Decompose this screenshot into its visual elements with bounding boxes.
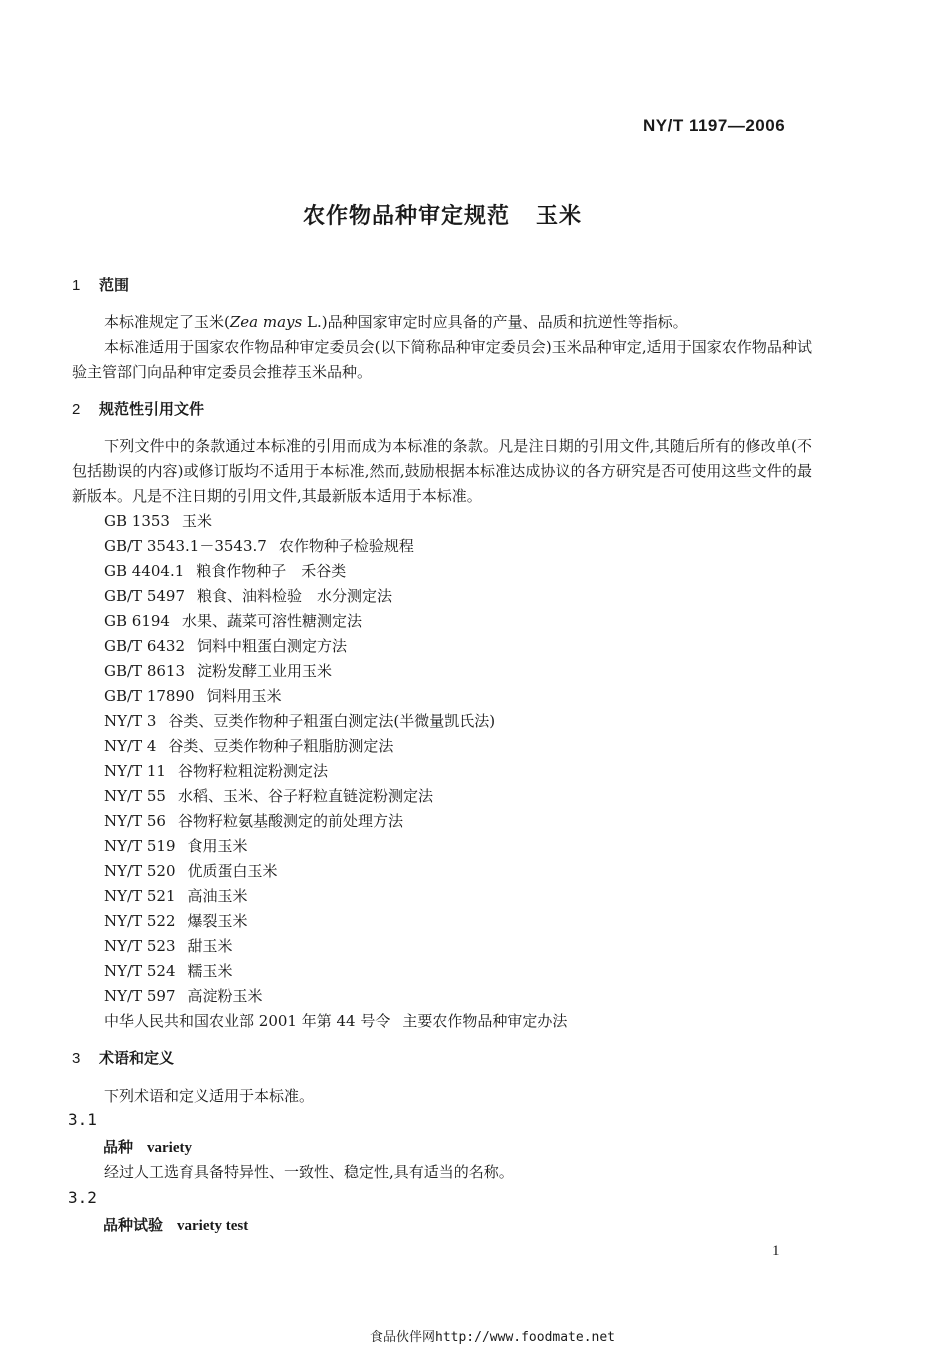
section-1-number: 1	[72, 277, 81, 294]
ref-code: GB/T 8613	[104, 662, 186, 680]
reference-item	[104, 634, 567, 659]
reference-item	[104, 1009, 567, 1034]
ref-name: 糯玉米	[187, 962, 233, 980]
ref-code: NY/T 597	[104, 987, 176, 1005]
ref-code: GB 4404.1	[104, 562, 185, 580]
ref-name: 水稻、玉米、谷子籽粒直链淀粉测定法	[177, 787, 433, 805]
section-3-intro: 下列术语和定义适用于本标准。	[104, 1087, 315, 1105]
intro-text: 下列文件中的条款通过本标准的引用而成为本标准的条款。凡是注日期的引用文件,其随后所有的修改单(不包括勘误的内容)或修订版均不适用于本标准,然而,鼓励根据本标准达成协议的各方研究是否可使用这些文件的最新版本。凡是不注日期的引用文件,其最新版本适用于本标准。	[72, 437, 812, 505]
p1-before: 本标准规定了玉米(	[104, 313, 230, 331]
ref-code: NY/T 521	[104, 887, 176, 905]
ref-name: 爆裂玉米	[187, 912, 248, 930]
footer-watermark: 食品伙伴网http://www.foodmate.net	[370, 1330, 616, 1345]
section-2-heading	[72, 398, 204, 419]
ref-name: 饲料用玉米	[206, 687, 282, 705]
term-3-1-definition: 经过人工选育具备特异性、一致性、稳定性,具有适当的名称。	[104, 1163, 514, 1181]
ref-code: NY/T 522	[104, 912, 176, 930]
title-part-1: 农作物品种审定规范	[302, 204, 510, 229]
ref-code: NY/T 520	[104, 862, 176, 880]
term-3-2-zh: 品种试验	[103, 1216, 164, 1234]
ref-name: 粮食、油料检验 水分测定法	[197, 587, 393, 605]
term-3-1-en: variety	[147, 1140, 192, 1156]
term-3-1-number: 3.1	[68, 1110, 97, 1129]
ref-name: 淀粉发酵工业用玉米	[197, 662, 333, 680]
reference-item	[104, 784, 567, 809]
ref-code: 中华人民共和国农业部 2001 年第 44 号令	[104, 1012, 391, 1030]
ref-code: NY/T 3	[104, 712, 157, 730]
ref-name: 谷类、豆类作物种子粗蛋白测定法(半微量凯氏法)	[168, 712, 496, 730]
reference-item	[104, 559, 567, 584]
term-3-2-heading	[103, 1214, 248, 1235]
page-number: 1	[772, 1243, 780, 1259]
reference-list	[104, 509, 567, 1034]
reference-item	[104, 734, 567, 759]
ref-name: 高淀粉玉米	[187, 987, 263, 1005]
ref-code: GB 1353	[104, 512, 170, 530]
section-2-intro	[72, 434, 812, 509]
section-1-heading	[72, 274, 129, 295]
ref-name: 饲料中粗蛋白测定方法	[197, 637, 348, 655]
reference-item	[104, 759, 567, 784]
reference-item	[104, 584, 567, 609]
term-3-1-zh: 品种	[103, 1138, 134, 1156]
ref-code: NY/T 56	[104, 812, 166, 830]
section-1-paragraph-1	[104, 310, 688, 335]
reference-item	[104, 709, 567, 734]
ref-name: 谷物籽粒粗淀粉测定法	[177, 762, 328, 780]
p1-after: L.)品种国家审定时应具备的产量、品质和抗逆性等指标。	[302, 313, 688, 331]
ref-code: GB/T 3543.1－3543.7	[104, 537, 267, 555]
section-1-paragraph-2	[72, 335, 812, 385]
reference-item	[104, 809, 567, 834]
ref-name: 高油玉米	[187, 887, 248, 905]
reference-item	[104, 909, 567, 934]
section-2-number: 2	[72, 401, 81, 418]
ref-code: GB 6194	[104, 612, 170, 630]
ref-code: NY/T 55	[104, 787, 166, 805]
ref-code: NY/T 519	[104, 837, 176, 855]
document-title	[0, 199, 885, 230]
section-3-title: 术语和定义	[99, 1049, 175, 1067]
ref-code: NY/T 4	[104, 737, 157, 755]
standard-number: NY/T 1197—2006	[643, 116, 786, 135]
term-3-2-number: 3.2	[68, 1188, 97, 1207]
section-2-title: 规范性引用文件	[99, 400, 205, 418]
ref-name: 食用玉米	[187, 837, 248, 855]
reference-item	[104, 934, 567, 959]
reference-item	[104, 984, 567, 1009]
ref-name: 水果、蔬菜可溶性糖测定法	[181, 612, 362, 630]
ref-name: 谷物籽粒氨基酸测定的前处理方法	[177, 812, 403, 830]
p2-text: 本标准适用于国家农作物品种审定委员会(以下简称品种审定委员会)玉米品种审定,适用于国家农作物品种试验主管部门向品种审定委员会推荐玉米品种。	[72, 338, 812, 381]
ref-code: GB/T 6432	[104, 637, 186, 655]
ref-name: 优质蛋白玉米	[187, 862, 278, 880]
ref-code: NY/T 11	[104, 762, 166, 780]
section-3-number: 3	[72, 1050, 81, 1067]
ref-name: 粮食作物种子 禾谷类	[196, 562, 347, 580]
ref-name: 农作物种子检验规程	[278, 537, 414, 555]
title-part-2: 玉米	[536, 204, 583, 229]
ref-code: GB/T 17890	[104, 687, 195, 705]
ref-code: NY/T 523	[104, 937, 176, 955]
ref-code: NY/T 524	[104, 962, 176, 980]
ref-name: 甜玉米	[187, 937, 233, 955]
term-3-1-heading	[103, 1136, 192, 1157]
ref-name: 玉米	[181, 512, 212, 530]
section-1-title: 范围	[99, 276, 130, 294]
reference-item	[104, 884, 567, 909]
reference-item	[104, 659, 567, 684]
section-3-heading	[72, 1047, 174, 1068]
term-3-2-en: variety test	[177, 1218, 249, 1234]
reference-item	[104, 609, 567, 634]
reference-item	[104, 834, 567, 859]
ref-name: 谷类、豆类作物种子粗脂肪测定法	[168, 737, 394, 755]
ref-name: 主要农作物品种审定办法	[402, 1012, 568, 1030]
ref-code: GB/T 5497	[104, 587, 186, 605]
reference-item	[104, 959, 567, 984]
reference-item	[104, 684, 567, 709]
p1-latin-name: Zea mays	[229, 313, 303, 331]
reference-item	[104, 534, 567, 559]
reference-item	[104, 509, 567, 534]
reference-item	[104, 859, 567, 884]
